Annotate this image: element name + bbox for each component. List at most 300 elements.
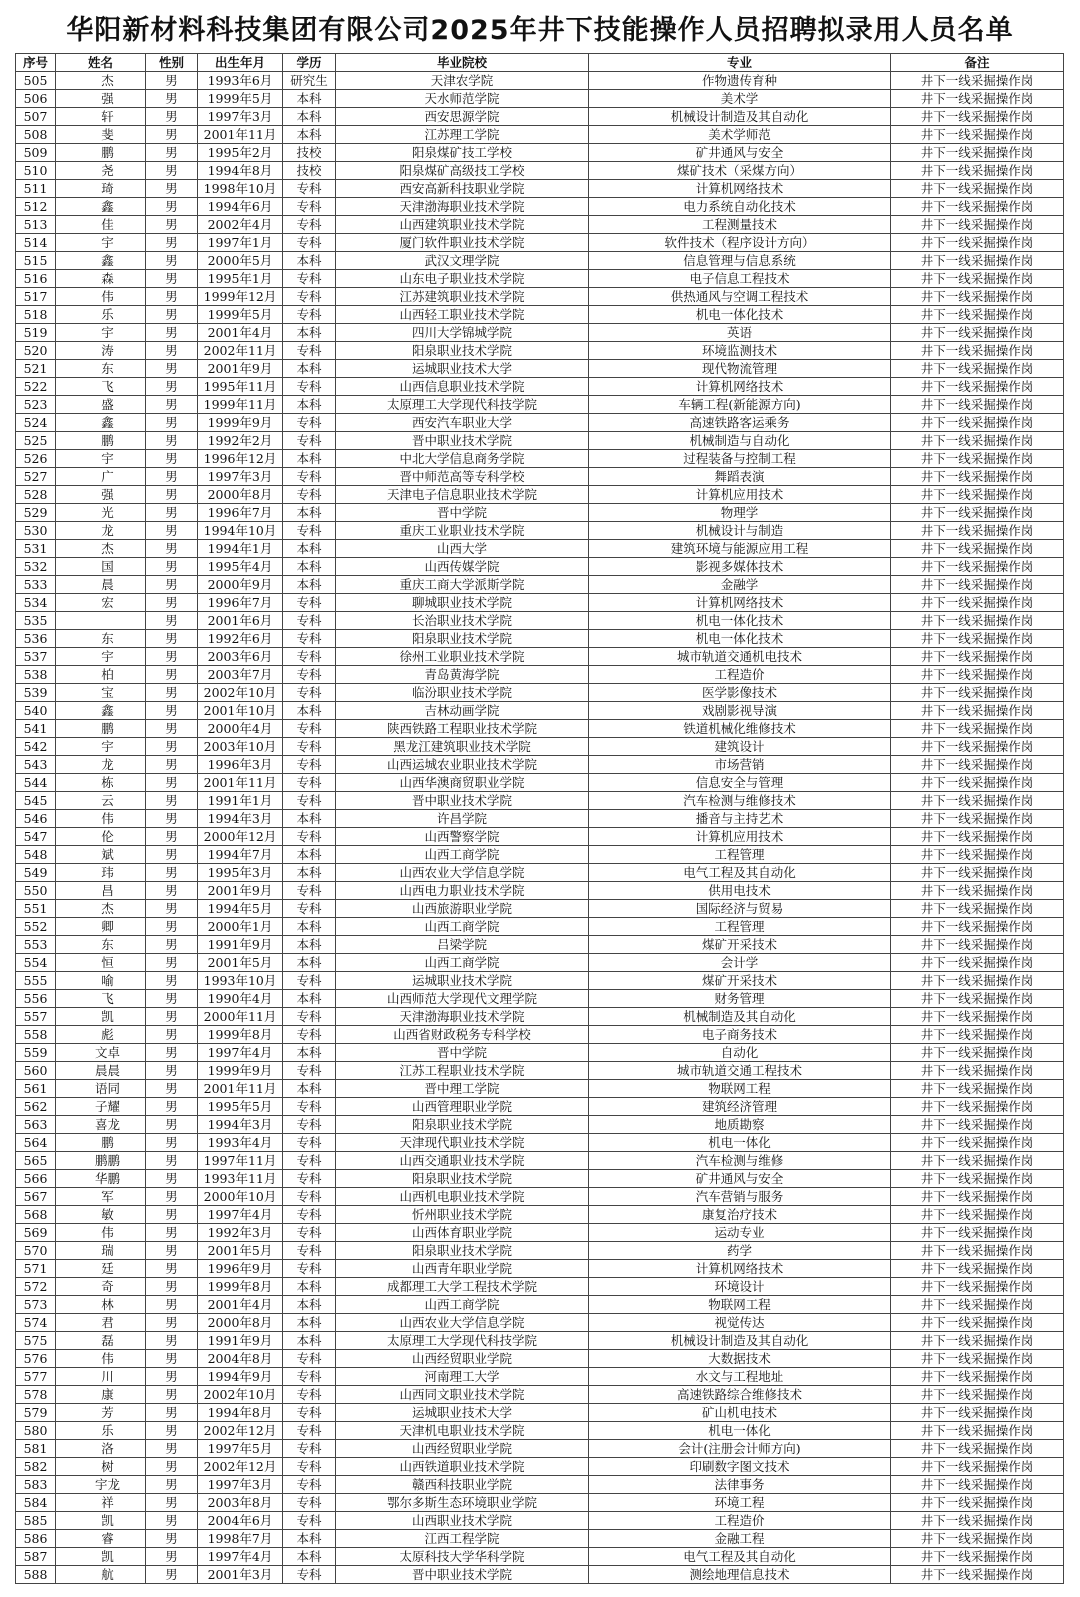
cell-index: 508 <box>16 126 56 144</box>
cell-remark: 井下一线采掘操作岗 <box>891 1278 1064 1296</box>
cell-remark: 井下一线采掘操作岗 <box>891 522 1064 540</box>
cell-remark: 井下一线采掘操作岗 <box>891 972 1064 990</box>
cell-birth: 2001年11月 <box>198 126 283 144</box>
cell-index: 582 <box>16 1458 56 1476</box>
cell-major: 电气工程及其自动化 <box>589 864 891 882</box>
cell-index: 557 <box>16 1008 56 1026</box>
cell-index: 586 <box>16 1530 56 1548</box>
cell-index: 579 <box>16 1404 56 1422</box>
cell-gender: 男 <box>146 1098 198 1116</box>
table-row <box>16 450 1064 468</box>
cell-index: 545 <box>16 792 56 810</box>
cell-index: 515 <box>16 252 56 270</box>
cell-education: 专科 <box>283 630 336 648</box>
table-row <box>16 918 1064 936</box>
cell-name: 云 <box>56 792 146 810</box>
cell-gender: 男 <box>146 648 198 666</box>
table-row <box>16 396 1064 414</box>
table-row <box>16 756 1064 774</box>
cell-gender: 男 <box>146 252 198 270</box>
cell-gender: 男 <box>146 378 198 396</box>
cell-remark: 井下一线采掘操作岗 <box>891 1152 1064 1170</box>
cell-remark: 井下一线采掘操作岗 <box>891 954 1064 972</box>
cell-index: 509 <box>16 144 56 162</box>
cell-name: 伟 <box>56 1224 146 1242</box>
cell-birth: 1995年11月 <box>198 378 283 396</box>
cell-birth: 2002年4月 <box>198 216 283 234</box>
cell-birth: 1996年9月 <box>198 1260 283 1278</box>
cell-education: 专科 <box>283 288 336 306</box>
cell-gender: 男 <box>146 522 198 540</box>
cell-education: 本科 <box>283 540 336 558</box>
cell-birth: 1990年4月 <box>198 990 283 1008</box>
cell-birth: 2001年11月 <box>198 1080 283 1098</box>
cell-remark: 井下一线采掘操作岗 <box>891 720 1064 738</box>
cell-education: 本科 <box>283 1548 336 1566</box>
page-title: 华阳新材料科技集团有限公司2025年井下技能操作人员招聘拟录用人员名单 <box>66 15 1014 46</box>
table-row <box>16 630 1064 648</box>
cell-major: 机电一体化 <box>589 1134 891 1152</box>
cell-name: 晨晨 <box>56 1062 146 1080</box>
cell-gender: 男 <box>146 864 198 882</box>
cell-index: 546 <box>16 810 56 828</box>
cell-gender: 男 <box>146 1314 198 1332</box>
cell-birth: 2001年11月 <box>198 774 283 792</box>
cell-index: 587 <box>16 1548 56 1566</box>
table-row <box>16 1476 1064 1494</box>
cell-major: 高速铁路综合维修技术 <box>589 1386 891 1404</box>
table-row <box>16 216 1064 234</box>
cell-school: 四川大学锦城学院 <box>336 324 589 342</box>
cell-gender: 男 <box>146 216 198 234</box>
cell-gender: 男 <box>146 774 198 792</box>
table-row <box>16 414 1064 432</box>
cell-major: 英语 <box>589 324 891 342</box>
cell-name: 杰 <box>56 540 146 558</box>
cell-birth: 1999年11月 <box>198 396 283 414</box>
cell-school: 天津渤海职业技术学院 <box>336 198 589 216</box>
cell-name: 鹏 <box>56 432 146 450</box>
table-row <box>16 1098 1064 1116</box>
cell-gender: 男 <box>146 324 198 342</box>
cell-major: 物理学 <box>589 504 891 522</box>
cell-school: 山西警察学院 <box>336 828 589 846</box>
cell-remark: 井下一线采掘操作岗 <box>891 72 1064 90</box>
cell-name: 光 <box>56 504 146 522</box>
cell-education: 本科 <box>283 990 336 1008</box>
cell-school: 江苏理工学院 <box>336 126 589 144</box>
cell-education: 专科 <box>283 1224 336 1242</box>
cell-birth: 1992年2月 <box>198 432 283 450</box>
cell-gender: 男 <box>146 234 198 252</box>
cell-index: 539 <box>16 684 56 702</box>
table-row <box>16 882 1064 900</box>
cell-gender: 男 <box>146 1440 198 1458</box>
cell-birth: 1999年9月 <box>198 414 283 432</box>
cell-index: 505 <box>16 72 56 90</box>
cell-education: 专科 <box>283 828 336 846</box>
cell-school: 山西工商学院 <box>336 846 589 864</box>
cell-remark: 井下一线采掘操作岗 <box>891 1512 1064 1530</box>
table-row <box>16 1062 1064 1080</box>
cell-name: 强 <box>56 90 146 108</box>
cell-school: 天津机电职业技术学院 <box>336 1422 589 1440</box>
cell-school: 山西工商学院 <box>336 1296 589 1314</box>
cell-remark: 井下一线采掘操作岗 <box>891 1458 1064 1476</box>
cell-name: 广 <box>56 468 146 486</box>
cell-school: 阳泉职业技术学院 <box>336 1170 589 1188</box>
table-row <box>16 1278 1064 1296</box>
cell-gender: 男 <box>146 1548 198 1566</box>
cell-remark: 井下一线采掘操作岗 <box>891 1170 1064 1188</box>
cell-birth: 1994年5月 <box>198 900 283 918</box>
table-row <box>16 126 1064 144</box>
cell-remark: 井下一线采掘操作岗 <box>891 1260 1064 1278</box>
cell-birth: 1992年3月 <box>198 1224 283 1242</box>
cell-name: 喻 <box>56 972 146 990</box>
cell-index: 576 <box>16 1350 56 1368</box>
cell-school: 西安思源学院 <box>336 108 589 126</box>
header-remark: 备注 <box>891 54 1064 72</box>
cell-birth: 1999年8月 <box>198 1278 283 1296</box>
cell-name: 伦 <box>56 828 146 846</box>
cell-major: 矿山机电技术 <box>589 1404 891 1422</box>
cell-school: 山西青年职业学院 <box>336 1260 589 1278</box>
cell-education: 专科 <box>283 1026 336 1044</box>
cell-birth: 1993年10月 <box>198 972 283 990</box>
cell-school: 晋中学院 <box>336 1044 589 1062</box>
cell-birth: 2000年10月 <box>198 1188 283 1206</box>
table-row <box>16 198 1064 216</box>
cell-school: 晋中师范高等专科学校 <box>336 468 589 486</box>
cell-birth: 1996年3月 <box>198 756 283 774</box>
header-major: 专业 <box>589 54 891 72</box>
table-row <box>16 1044 1064 1062</box>
cell-school: 天津现代职业技术学院 <box>336 1134 589 1152</box>
cell-gender: 男 <box>146 1386 198 1404</box>
applicant-table <box>15 53 1064 1584</box>
cell-remark: 井下一线采掘操作岗 <box>891 1206 1064 1224</box>
cell-major: 汽车检测与维修技术 <box>589 792 891 810</box>
cell-index: 523 <box>16 396 56 414</box>
cell-birth: 2003年10月 <box>198 738 283 756</box>
cell-school: 重庆工商大学派斯学院 <box>336 576 589 594</box>
cell-name: 东 <box>56 936 146 954</box>
cell-name: 涛 <box>56 342 146 360</box>
table-row <box>16 90 1064 108</box>
cell-education: 专科 <box>283 792 336 810</box>
cell-remark: 井下一线采掘操作岗 <box>891 1566 1064 1584</box>
cell-index: 550 <box>16 882 56 900</box>
cell-name: 伟 <box>56 1350 146 1368</box>
cell-name: 华鹏 <box>56 1170 146 1188</box>
cell-school: 山西轻工职业技术学院 <box>336 306 589 324</box>
cell-index: 528 <box>16 486 56 504</box>
cell-education: 研究生 <box>283 72 336 90</box>
cell-index: 571 <box>16 1260 56 1278</box>
cell-gender: 男 <box>146 468 198 486</box>
cell-gender: 男 <box>146 1530 198 1548</box>
cell-major: 计算机网络技术 <box>589 378 891 396</box>
table-row <box>16 864 1064 882</box>
cell-birth: 2000年5月 <box>198 252 283 270</box>
cell-remark: 井下一线采掘操作岗 <box>891 702 1064 720</box>
table-row <box>16 1548 1064 1566</box>
cell-remark: 井下一线采掘操作岗 <box>891 288 1064 306</box>
cell-birth: 2001年5月 <box>198 954 283 972</box>
cell-education: 专科 <box>283 648 336 666</box>
cell-index: 516 <box>16 270 56 288</box>
cell-major: 供热通风与空调工程技术 <box>589 288 891 306</box>
cell-gender: 男 <box>146 846 198 864</box>
cell-school: 黑龙江建筑职业技术学院 <box>336 738 589 756</box>
cell-remark: 井下一线采掘操作岗 <box>891 1332 1064 1350</box>
cell-name: 芳 <box>56 1404 146 1422</box>
table-row <box>16 1170 1064 1188</box>
cell-education: 本科 <box>283 576 336 594</box>
cell-birth: 1994年1月 <box>198 540 283 558</box>
cell-major: 过程装备与控制工程 <box>589 450 891 468</box>
cell-school: 忻州职业技术学院 <box>336 1206 589 1224</box>
table-row <box>16 936 1064 954</box>
cell-birth: 1992年6月 <box>198 630 283 648</box>
cell-education: 专科 <box>283 900 336 918</box>
table-row <box>16 1404 1064 1422</box>
table-body <box>16 72 1064 1584</box>
cell-major: 工程管理 <box>589 918 891 936</box>
cell-index: 525 <box>16 432 56 450</box>
cell-major: 作物遗传育种 <box>589 72 891 90</box>
table-row <box>16 1350 1064 1368</box>
cell-major: 国际经济与贸易 <box>589 900 891 918</box>
cell-major: 会计学 <box>589 954 891 972</box>
cell-name: 宏 <box>56 594 146 612</box>
cell-birth: 1997年11月 <box>198 1152 283 1170</box>
cell-name: 瑞 <box>56 1242 146 1260</box>
cell-major: 煤矿开采技术 <box>589 972 891 990</box>
cell-birth: 2002年12月 <box>198 1458 283 1476</box>
cell-education: 专科 <box>283 1458 336 1476</box>
cell-education: 专科 <box>283 1206 336 1224</box>
table-row <box>16 108 1064 126</box>
cell-gender: 男 <box>146 72 198 90</box>
cell-index: 551 <box>16 900 56 918</box>
cell-name: 栋 <box>56 774 146 792</box>
cell-index: 521 <box>16 360 56 378</box>
cell-school: 重庆工业职业技术学院 <box>336 522 589 540</box>
cell-remark: 井下一线采掘操作岗 <box>891 1242 1064 1260</box>
cell-index: 585 <box>16 1512 56 1530</box>
table-row <box>16 1440 1064 1458</box>
cell-gender: 男 <box>146 198 198 216</box>
cell-major: 工程管理 <box>589 846 891 864</box>
table-row <box>16 1152 1064 1170</box>
cell-remark: 井下一线采掘操作岗 <box>891 594 1064 612</box>
cell-education: 本科 <box>283 504 336 522</box>
cell-major: 医学影像技术 <box>589 684 891 702</box>
cell-gender: 男 <box>146 702 198 720</box>
cell-education: 本科 <box>283 1296 336 1314</box>
cell-school: 许昌学院 <box>336 810 589 828</box>
cell-name: 伟 <box>56 288 146 306</box>
table-row <box>16 990 1064 1008</box>
cell-birth: 1994年10月 <box>198 522 283 540</box>
cell-remark: 井下一线采掘操作岗 <box>891 1530 1064 1548</box>
cell-index: 572 <box>16 1278 56 1296</box>
cell-gender: 男 <box>146 1296 198 1314</box>
table-row <box>16 1188 1064 1206</box>
cell-name: 宇 <box>56 648 146 666</box>
cell-index: 567 <box>16 1188 56 1206</box>
cell-index: 522 <box>16 378 56 396</box>
cell-remark: 井下一线采掘操作岗 <box>891 1314 1064 1332</box>
cell-name: 子耀 <box>56 1098 146 1116</box>
cell-name: 鹏 <box>56 720 146 738</box>
cell-index: 526 <box>16 450 56 468</box>
cell-gender: 男 <box>146 306 198 324</box>
cell-major: 工程造价 <box>589 1512 891 1530</box>
cell-remark: 井下一线采掘操作岗 <box>891 342 1064 360</box>
cell-school: 天津渤海职业技术学院 <box>336 1008 589 1026</box>
cell-major: 煤矿技术（采煤方向） <box>589 162 891 180</box>
cell-index: 561 <box>16 1080 56 1098</box>
cell-major: 工程测量技术 <box>589 216 891 234</box>
cell-education: 专科 <box>283 1476 336 1494</box>
cell-remark: 井下一线采掘操作岗 <box>891 1404 1064 1422</box>
cell-remark: 井下一线采掘操作岗 <box>891 270 1064 288</box>
cell-major: 汽车检测与维修 <box>589 1152 891 1170</box>
cell-major: 印刷数字图文技术 <box>589 1458 891 1476</box>
cell-index: 543 <box>16 756 56 774</box>
cell-education: 专科 <box>283 1152 336 1170</box>
cell-index: 570 <box>16 1242 56 1260</box>
table-row <box>16 594 1064 612</box>
header-gender: 性别 <box>146 54 198 72</box>
cell-major: 测绘地理信息技术 <box>589 1566 891 1584</box>
cell-school: 阳泉职业技术学院 <box>336 630 589 648</box>
cell-education: 本科 <box>283 90 336 108</box>
cell-school: 吕梁学院 <box>336 936 589 954</box>
cell-school: 天水师范学院 <box>336 90 589 108</box>
cell-school: 成都理工大学工程技术学院 <box>336 1278 589 1296</box>
cell-name: 斐 <box>56 126 146 144</box>
cell-index: 566 <box>16 1170 56 1188</box>
cell-name: 伟 <box>56 810 146 828</box>
cell-birth: 1994年3月 <box>198 1116 283 1134</box>
cell-birth: 1994年9月 <box>198 1368 283 1386</box>
cell-gender: 男 <box>146 288 198 306</box>
cell-education: 专科 <box>283 774 336 792</box>
cell-remark: 井下一线采掘操作岗 <box>891 1098 1064 1116</box>
cell-remark: 井下一线采掘操作岗 <box>891 162 1064 180</box>
cell-education: 本科 <box>283 810 336 828</box>
cell-index: 529 <box>16 504 56 522</box>
cell-birth: 2001年4月 <box>198 324 283 342</box>
cell-birth: 2001年3月 <box>198 1566 283 1584</box>
table-row <box>16 612 1064 630</box>
table-row <box>16 1296 1064 1314</box>
cell-major: 矿井通风与安全 <box>589 144 891 162</box>
cell-remark: 井下一线采掘操作岗 <box>891 1134 1064 1152</box>
cell-name: 斌 <box>56 846 146 864</box>
cell-index: 533 <box>16 576 56 594</box>
cell-education: 专科 <box>283 1494 336 1512</box>
cell-major: 矿井通风与安全 <box>589 1170 891 1188</box>
table-row <box>16 1314 1064 1332</box>
cell-name: 鹏鹏 <box>56 1152 146 1170</box>
cell-birth: 2002年10月 <box>198 1386 283 1404</box>
table-row <box>16 360 1064 378</box>
cell-remark: 井下一线采掘操作岗 <box>891 774 1064 792</box>
cell-index: 554 <box>16 954 56 972</box>
cell-name: 强 <box>56 486 146 504</box>
table-row <box>16 162 1064 180</box>
cell-education: 专科 <box>283 756 336 774</box>
cell-major: 市场营销 <box>589 756 891 774</box>
cell-gender: 男 <box>146 810 198 828</box>
cell-school: 山西省财政税务专科学校 <box>336 1026 589 1044</box>
cell-education: 专科 <box>283 270 336 288</box>
cell-remark: 井下一线采掘操作岗 <box>891 1026 1064 1044</box>
cell-index: 520 <box>16 342 56 360</box>
cell-gender: 男 <box>146 1476 198 1494</box>
cell-birth: 2000年11月 <box>198 1008 283 1026</box>
cell-education: 专科 <box>283 1116 336 1134</box>
cell-major: 铁道机械化维修技术 <box>589 720 891 738</box>
table-row <box>16 180 1064 198</box>
cell-index: 537 <box>16 648 56 666</box>
cell-name: 乐 <box>56 1422 146 1440</box>
cell-birth: 1999年12月 <box>198 288 283 306</box>
cell-index: 583 <box>16 1476 56 1494</box>
cell-remark: 井下一线采掘操作岗 <box>891 1008 1064 1026</box>
cell-major: 物联网工程 <box>589 1296 891 1314</box>
cell-remark: 井下一线采掘操作岗 <box>891 1062 1064 1080</box>
cell-education: 专科 <box>283 666 336 684</box>
cell-education: 本科 <box>283 252 336 270</box>
cell-remark: 井下一线采掘操作岗 <box>891 900 1064 918</box>
cell-remark: 井下一线采掘操作岗 <box>891 576 1064 594</box>
cell-remark: 井下一线采掘操作岗 <box>891 864 1064 882</box>
cell-gender: 男 <box>146 666 198 684</box>
cell-education: 专科 <box>283 1134 336 1152</box>
cell-school: 运城职业技术大学 <box>336 360 589 378</box>
cell-name: 卿 <box>56 918 146 936</box>
cell-education: 本科 <box>283 954 336 972</box>
cell-major: 财务管理 <box>589 990 891 1008</box>
cell-major: 环境设计 <box>589 1278 891 1296</box>
cell-remark: 井下一线采掘操作岗 <box>891 738 1064 756</box>
cell-major: 自动化 <box>589 1044 891 1062</box>
cell-school: 长治职业技术学院 <box>336 612 589 630</box>
cell-school: 晋中职业技术学院 <box>336 1566 589 1584</box>
cell-name: 鑫 <box>56 414 146 432</box>
table-row <box>16 684 1064 702</box>
cell-gender: 男 <box>146 360 198 378</box>
cell-education: 本科 <box>283 396 336 414</box>
cell-remark: 井下一线采掘操作岗 <box>891 414 1064 432</box>
table-row <box>16 954 1064 972</box>
cell-school: 聊城职业技术学院 <box>336 594 589 612</box>
cell-education: 本科 <box>283 864 336 882</box>
cell-remark: 井下一线采掘操作岗 <box>891 756 1064 774</box>
cell-name: 睿 <box>56 1530 146 1548</box>
cell-index: 563 <box>16 1116 56 1134</box>
cell-education: 本科 <box>283 126 336 144</box>
table-row <box>16 378 1064 396</box>
cell-remark: 井下一线采掘操作岗 <box>891 468 1064 486</box>
cell-index: 513 <box>16 216 56 234</box>
